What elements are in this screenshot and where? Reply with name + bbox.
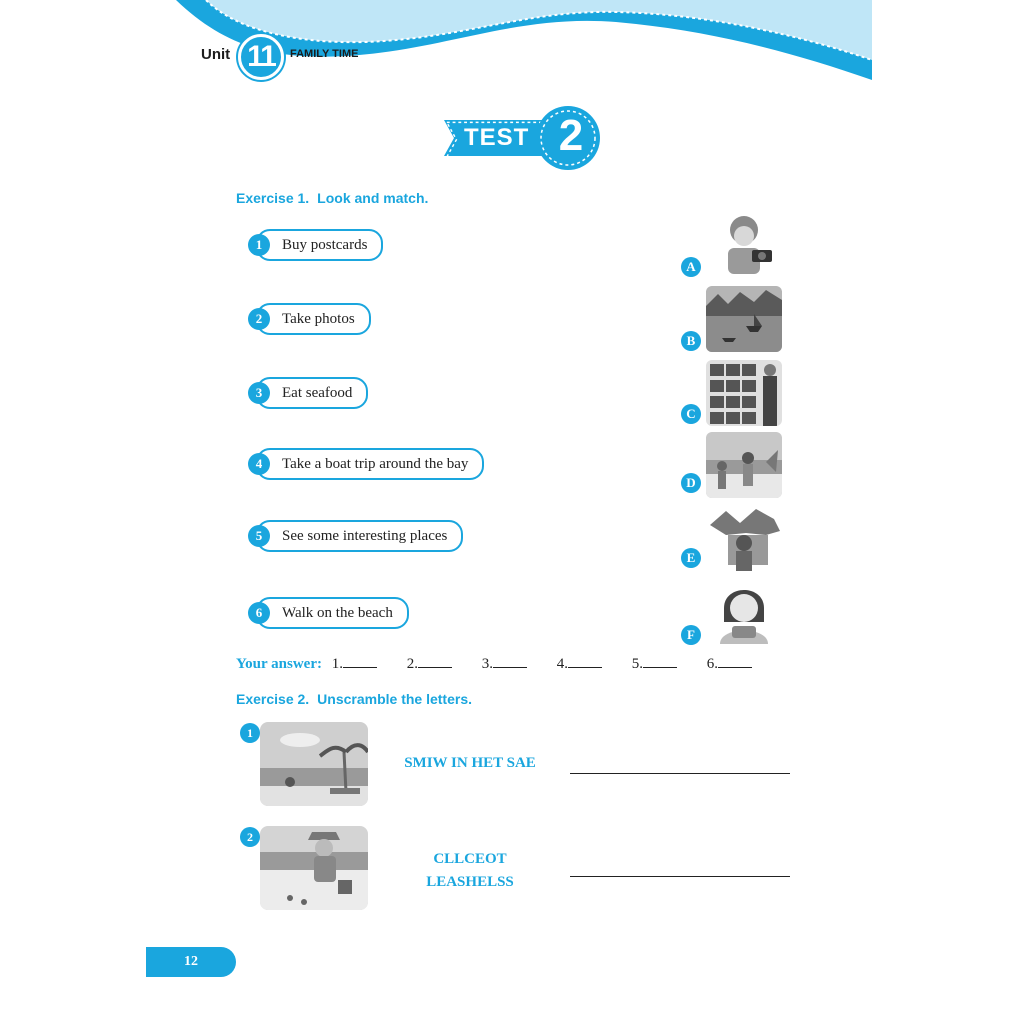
answer-slot-label: 4. [556, 656, 568, 672]
match-item [248, 305, 371, 333]
answer-slot-label: 5. [631, 656, 643, 672]
boy-collecting-shells-icon [260, 826, 368, 910]
exercise-2-title [236, 691, 472, 707]
item-number: 4 [248, 453, 270, 475]
scrambled-word [390, 755, 550, 772]
answer-line[interactable] [570, 876, 790, 877]
picture-letter: A [681, 257, 701, 277]
answer-blank[interactable] [568, 655, 602, 668]
picture-letter: D [681, 473, 701, 493]
match-item [248, 379, 368, 407]
item-number: 1 [248, 234, 270, 256]
item-number: 6 [248, 602, 270, 624]
item-text: Eat seafood [256, 377, 368, 409]
answer-row [236, 655, 778, 673]
exercise-2-instruction: Unscramble the letters. [317, 691, 473, 707]
unit-label: Unit [201, 46, 231, 63]
item-number: 3 [248, 382, 270, 404]
item-number: 2 [248, 308, 270, 330]
answer-blank[interactable] [718, 655, 752, 668]
sightseeing-icon [706, 505, 782, 571]
exercise-1-number: Exercise 1. [236, 190, 310, 206]
exercise-2-number: Exercise 2. [236, 691, 310, 707]
answer-blank[interactable] [493, 655, 527, 668]
exercise-2-item-number: 1 [240, 723, 260, 743]
match-item [248, 522, 463, 550]
girl-eating-icon [706, 578, 782, 644]
exercise-2-item-number: 2 [240, 827, 260, 847]
answer-slot-label: 1. [331, 656, 343, 672]
workbook-page [146, 0, 872, 1017]
item-text: Take photos [256, 303, 371, 335]
unit-number-badge: 11 [238, 34, 284, 80]
answer-line[interactable] [570, 773, 790, 774]
test-word: TEST [464, 124, 530, 151]
match-item [248, 231, 383, 259]
test-number: 2 [558, 111, 584, 160]
exercise-1-title [236, 190, 428, 206]
postcard-stand-icon [706, 360, 782, 426]
picture-letter: C [681, 404, 701, 424]
scrambled-line: SMIW IN HET SAE [404, 755, 536, 771]
picture-letter: E [681, 548, 701, 568]
item-text: See some interesting places [256, 520, 463, 552]
item-text: Walk on the beach [256, 597, 409, 629]
answer-slot-label: 3. [481, 656, 493, 672]
answer-blank[interactable] [418, 655, 452, 668]
match-item [248, 450, 484, 478]
unit-title: FAMILY TIME [290, 48, 359, 60]
page-number: 12 [146, 947, 236, 977]
answer-slot-label: 2. [406, 656, 418, 672]
item-number: 5 [248, 525, 270, 547]
boy-with-camera-icon [706, 212, 782, 278]
picture-letter: B [681, 331, 701, 351]
item-text: Buy postcards [256, 229, 383, 261]
picture-letter: F [681, 625, 701, 645]
beach-swimmer-icon [260, 722, 368, 806]
answer-blank[interactable] [343, 655, 377, 668]
exercise-1-instruction: Look and match. [317, 190, 429, 206]
answer-label: Your answer: [236, 656, 322, 672]
match-item [248, 599, 409, 627]
answer-blank[interactable] [643, 655, 677, 668]
scrambled-word [390, 848, 550, 894]
answer-slot-label: 6. [706, 656, 718, 672]
item-text: Take a boat trip around the bay [256, 448, 484, 480]
beach-walk-icon [706, 432, 782, 498]
bay-with-boats-icon [706, 286, 782, 352]
scrambled-line: LEASHELSS [426, 874, 514, 890]
scrambled-line: CLLCEOT [433, 851, 507, 867]
